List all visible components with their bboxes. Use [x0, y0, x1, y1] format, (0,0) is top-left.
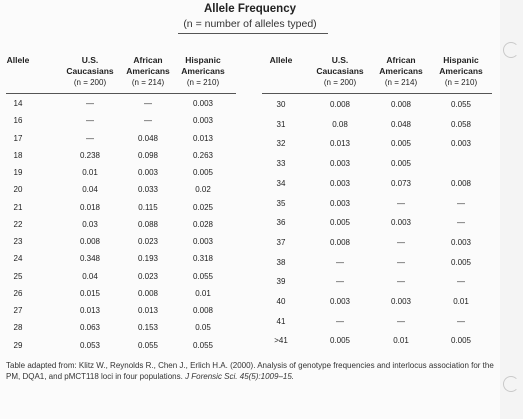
right-table-cell: 32: [276, 139, 286, 149]
left-table-cell: 0.015: [79, 288, 101, 298]
header-rule: [262, 93, 492, 94]
left-table-cell: 26: [13, 288, 23, 298]
right-header-label: Hispanic: [443, 55, 479, 65]
right-table-cell: —: [397, 257, 405, 267]
header-rule: [6, 93, 236, 94]
right-table-cell: —: [397, 237, 405, 247]
left-table-cell: 0.003: [192, 116, 214, 126]
left-header-count: (n = 214): [131, 78, 165, 87]
left-header-0: [0, 55, 36, 66]
left-table-cell: 0.048: [137, 133, 159, 143]
left-table-cell: 0.053: [79, 340, 101, 350]
left-table-cell: —: [86, 99, 94, 108]
left-table-cell: 17: [13, 133, 23, 143]
right-header-count: (n = 200): [323, 78, 357, 87]
right-table-cell: 0.003: [329, 159, 351, 169]
left-table-cell: 28: [13, 323, 23, 333]
footnote-text: Table adapted from: Klitz W., Reynolds R., Chen J., Erlich H.A. (2000). Analysis of genotype frequencies and interlocus association for the PM, DQA1, and pMCT118 loci in four populations.: [6, 361, 494, 381]
left-table-cell: 0.005: [192, 168, 214, 177]
left-table-cell: 0.318: [192, 254, 214, 264]
left-table-cell: —: [86, 116, 94, 126]
right-table-cell: —: [397, 198, 405, 208]
left-table-cell: 0.013: [192, 133, 214, 143]
left-header-label: Allele: [6, 55, 30, 65]
left-table-cell: 16: [13, 116, 23, 126]
right-table-cell: 0.008: [390, 100, 412, 109]
right-header-label: Americans: [379, 66, 423, 76]
right-header-count: (n = 210): [444, 78, 478, 87]
right-header-label: Allele: [269, 55, 293, 65]
right-table-cell: 36: [276, 218, 286, 228]
left-table-cell: 0.088: [137, 219, 159, 229]
right-table-cell: 0.005: [329, 218, 351, 228]
left-table-cell: 0.003: [192, 99, 214, 108]
left-table-cell: 0.055: [137, 340, 159, 350]
right-header-count: (n = 214): [384, 78, 418, 87]
right-header-1: [310, 55, 370, 88]
left-table-cell: 0.01: [82, 168, 98, 177]
right-table-cell: 0.005: [450, 257, 472, 267]
right-table-cell: 0.003: [390, 218, 412, 228]
left-table-cell: 0.003: [137, 168, 159, 177]
right-header-0: [263, 55, 299, 66]
right-table-cell: 0.073: [390, 178, 412, 188]
left-table-cell: 25: [13, 271, 23, 281]
right-table-cell: 33: [276, 159, 286, 169]
right-table-cell: 39: [276, 277, 286, 287]
left-table-cell: 23: [13, 237, 23, 246]
right-table-cell: —: [457, 277, 465, 287]
left-header-label: U.S.: [81, 55, 99, 65]
right-table-cell: 0.013: [329, 139, 351, 149]
left-table-cell: 0.025: [192, 202, 214, 212]
right-table-cell: —: [336, 316, 344, 326]
right-header-label: Caucasians: [316, 66, 364, 76]
right-table-cell: —: [336, 277, 344, 287]
table-subtitle: (n = number of alleles typed): [183, 18, 317, 30]
right-table-cell: 0.005: [390, 139, 412, 149]
right-table-cell: 0.003: [329, 198, 351, 208]
left-table-cell: 19: [13, 168, 23, 177]
right-table-cell: 31: [276, 119, 286, 129]
left-table-cell: 0.003: [192, 237, 214, 246]
left-header-label: Americans: [181, 66, 225, 76]
right-header-label: Americans: [439, 66, 483, 76]
left-table-cell: 0.008: [79, 237, 101, 246]
right-table-cell: 0.08: [332, 119, 348, 129]
right-table-cell: 0.005: [390, 159, 412, 169]
left-table-cell: 0.05: [195, 323, 211, 333]
right-header-2: [373, 55, 429, 88]
left-header-label: Hispanic: [185, 55, 221, 65]
left-table-cell: 0.153: [137, 323, 159, 333]
left-table-cell: 0.008: [137, 288, 159, 298]
left-table-cell: 14: [13, 99, 23, 108]
right-header-label: African: [386, 55, 416, 65]
left-header-count: (n = 200): [73, 78, 107, 87]
left-table-cell: 0.04: [82, 185, 98, 195]
left-table-cell: 0.023: [137, 271, 159, 281]
left-table-cell: 0.018: [79, 202, 101, 212]
left-table-cell: 0.008: [192, 306, 214, 315]
left-table-cell: 20: [13, 185, 23, 195]
left-header-label: African: [133, 55, 163, 65]
right-table-cell: 41: [276, 316, 286, 326]
left-table-cell: 27: [13, 306, 23, 315]
left-table-cell: 24: [13, 254, 23, 264]
right-table-cell: 0.058: [450, 119, 472, 129]
left-table-cell: 0.013: [137, 306, 159, 315]
left-table-cell: 0.02: [195, 185, 211, 195]
right-table-cell: 0.003: [329, 297, 351, 306]
right-header-3: [433, 55, 489, 88]
right-table-cell: 0.008: [329, 237, 351, 247]
left-header-1: [60, 55, 120, 88]
right-table-cell: —: [397, 277, 405, 287]
footnote-source: J Forensic Sci. 45(5):1009–15.: [185, 371, 295, 381]
right-table-cell: —: [397, 316, 405, 326]
right-table-cell: 37: [276, 237, 286, 247]
right-table-cell: 0.055: [450, 100, 472, 109]
right-table-cell: 0.01: [453, 297, 469, 306]
right-table-cell: 34: [276, 178, 286, 188]
right-table-cell: 0.008: [329, 100, 351, 109]
left-table-cell: 0.348: [79, 254, 101, 264]
left-table-cell: 22: [13, 219, 23, 229]
right-table-cell: 30: [276, 100, 286, 109]
left-table-cell: 0.023: [137, 237, 159, 246]
right-table-cell: 0.048: [390, 119, 412, 129]
right-table-cell: 0.003: [329, 178, 351, 188]
left-table-cell: 0.028: [192, 219, 214, 229]
left-table-cell: 0.098: [137, 150, 159, 160]
left-table-cell: 0.01: [195, 288, 211, 298]
left-table-cell: 0.033: [137, 185, 159, 195]
right-table-cell: 40: [276, 297, 286, 306]
right-table-cell: —: [336, 257, 344, 267]
left-header-2: [120, 55, 176, 88]
left-table-cell: 0.03: [82, 219, 98, 229]
left-table-cell: 18: [13, 150, 23, 160]
table-title: Allele Frequency: [203, 3, 297, 15]
subtitle-rule: [178, 33, 328, 34]
left-table-cell: 0.193: [137, 254, 159, 264]
left-table-cell: 0.115: [138, 202, 158, 212]
left-header-3: [175, 55, 231, 88]
left-table-cell: 0.263: [192, 150, 214, 160]
right-table-cell: 38: [276, 257, 286, 267]
right-header-label: U.S.: [331, 55, 349, 65]
left-header-label: Americans: [126, 66, 170, 76]
right-table-cell: 0.005: [450, 336, 472, 346]
right-table-cell: 0.005: [329, 336, 351, 346]
left-header-label: Caucasians: [66, 66, 114, 76]
left-table-cell: 0.063: [79, 323, 101, 333]
left-header-count: (n = 210): [186, 78, 220, 87]
right-table-cell: 35: [276, 198, 286, 208]
right-table-cell: 0.003: [390, 297, 412, 306]
right-table-cell: 0.008: [450, 178, 472, 188]
right-table-cell: >41: [274, 336, 288, 346]
right-table-cell: —: [457, 218, 465, 228]
left-table-cell: 0.238: [79, 150, 101, 160]
left-table-cell: —: [144, 99, 152, 108]
right-table-cell: 0.01: [393, 336, 409, 346]
right-table-cell: —: [457, 198, 465, 208]
right-table-cell: 0.003: [450, 237, 472, 247]
table-footnote: [6, 361, 496, 382]
left-table-cell: 21: [13, 202, 23, 212]
left-table-cell: —: [144, 116, 152, 126]
left-table-cell: 0.013: [79, 306, 101, 315]
circle-icon: [503, 376, 519, 392]
left-table-cell: 29: [13, 340, 23, 350]
left-table-cell: —: [86, 133, 94, 143]
circle-icon: [503, 42, 519, 58]
left-table-cell: 0.055: [192, 271, 214, 281]
right-table-cell: —: [457, 316, 465, 326]
right-table-cell: 0.003: [450, 139, 472, 149]
left-table-cell: 0.04: [82, 271, 98, 281]
left-table-cell: 0.055: [192, 340, 214, 350]
